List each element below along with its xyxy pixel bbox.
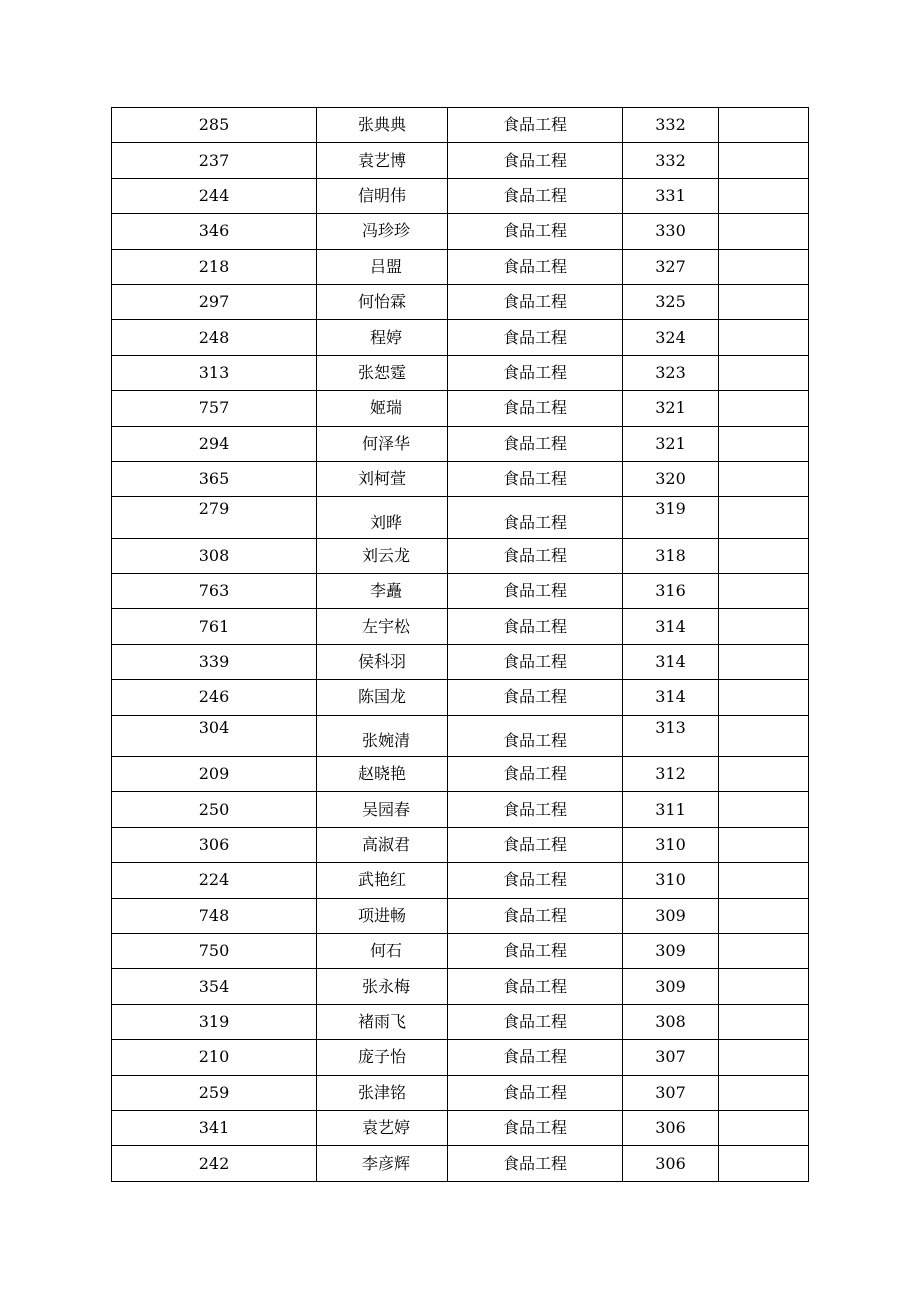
table-row [112, 249, 809, 284]
cell-note [719, 680, 809, 715]
cell-note [719, 320, 809, 355]
cell-name: 张典典 [317, 108, 448, 143]
cell-major: 食品工程 [448, 426, 623, 461]
cell-note [719, 108, 809, 143]
table-row [112, 538, 809, 573]
cell-id: 748 [112, 898, 317, 933]
cell-name: 李彦辉 [317, 1146, 448, 1181]
table-row [112, 680, 809, 715]
cell-id: 210 [112, 1040, 317, 1075]
cell-major: 食品工程 [448, 461, 623, 496]
cell-major: 食品工程 [448, 715, 623, 756]
cell-name: 信明伟 [317, 178, 448, 213]
cell-score: 320 [623, 461, 719, 496]
cell-name: 袁艺婷 [317, 1110, 448, 1145]
table-body [112, 108, 809, 1182]
cell-major: 食品工程 [448, 1075, 623, 1110]
cell-id: 259 [112, 1075, 317, 1110]
table-row [112, 355, 809, 390]
cell-score: 314 [623, 644, 719, 679]
cell-note [719, 715, 809, 756]
table-row [112, 497, 809, 538]
cell-id: 313 [112, 355, 317, 390]
table-row [112, 827, 809, 862]
cell-score: 307 [623, 1075, 719, 1110]
cell-id: 354 [112, 969, 317, 1004]
cell-major: 食品工程 [448, 1004, 623, 1039]
cell-id: 244 [112, 178, 317, 213]
cell-major: 食品工程 [448, 792, 623, 827]
cell-id: 224 [112, 863, 317, 898]
cell-major: 食品工程 [448, 969, 623, 1004]
cell-major: 食品工程 [448, 143, 623, 178]
cell-score: 308 [623, 1004, 719, 1039]
cell-score: 332 [623, 108, 719, 143]
cell-name: 刘柯萱 [317, 461, 448, 496]
cell-id: 246 [112, 680, 317, 715]
cell-major: 食品工程 [448, 933, 623, 968]
cell-score: 323 [623, 355, 719, 390]
cell-major: 食品工程 [448, 1040, 623, 1075]
cell-name: 项进畅 [317, 898, 448, 933]
cell-score: 311 [623, 792, 719, 827]
cell-name: 张津铭 [317, 1075, 448, 1110]
cell-major: 食品工程 [448, 827, 623, 862]
cell-note [719, 644, 809, 679]
cell-note [719, 574, 809, 609]
cell-score: 314 [623, 609, 719, 644]
cell-id: 248 [112, 320, 317, 355]
cell-major: 食品工程 [448, 644, 623, 679]
cell-id: 339 [112, 644, 317, 679]
cell-major: 食品工程 [448, 284, 623, 319]
cell-major: 食品工程 [448, 757, 623, 792]
cell-note [719, 933, 809, 968]
cell-id: 242 [112, 1146, 317, 1181]
cell-major: 食品工程 [448, 898, 623, 933]
cell-name: 吕盟 [317, 249, 448, 284]
cell-note [719, 1004, 809, 1039]
table-row [112, 284, 809, 319]
table-row [112, 391, 809, 426]
cell-score: 314 [623, 680, 719, 715]
table-row [112, 1040, 809, 1075]
cell-note [719, 863, 809, 898]
cell-major: 食品工程 [448, 249, 623, 284]
cell-note [719, 497, 809, 538]
table-row [112, 426, 809, 461]
cell-major: 食品工程 [448, 214, 623, 249]
cell-score: 306 [623, 1110, 719, 1145]
table-row [112, 178, 809, 213]
cell-score: 309 [623, 898, 719, 933]
cell-note [719, 461, 809, 496]
cell-score: 332 [623, 143, 719, 178]
cell-id: 304 [112, 715, 317, 756]
cell-id: 237 [112, 143, 317, 178]
cell-score: 307 [623, 1040, 719, 1075]
cell-major: 食品工程 [448, 680, 623, 715]
table-row [112, 715, 809, 756]
cell-name: 刘晔 [317, 497, 448, 538]
cell-note [719, 969, 809, 1004]
cell-id: 319 [112, 1004, 317, 1039]
cell-note [719, 609, 809, 644]
cell-major: 食品工程 [448, 574, 623, 609]
cell-score: 324 [623, 320, 719, 355]
cell-note [719, 178, 809, 213]
cell-note [719, 143, 809, 178]
table-row [112, 1004, 809, 1039]
table-row [112, 108, 809, 143]
cell-note [719, 538, 809, 573]
cell-major: 食品工程 [448, 355, 623, 390]
table-row [112, 609, 809, 644]
cell-id: 285 [112, 108, 317, 143]
cell-note [719, 827, 809, 862]
cell-name: 左宇松 [317, 609, 448, 644]
cell-major: 食品工程 [448, 108, 623, 143]
cell-score: 310 [623, 827, 719, 862]
cell-id: 750 [112, 933, 317, 968]
cell-name: 高淑君 [317, 827, 448, 862]
cell-note [719, 792, 809, 827]
cell-note [719, 214, 809, 249]
cell-name: 何泽华 [317, 426, 448, 461]
cell-id: 294 [112, 426, 317, 461]
cell-name: 何怡霖 [317, 284, 448, 319]
table-row [112, 863, 809, 898]
cell-note [719, 1075, 809, 1110]
cell-name: 张婉清 [317, 715, 448, 756]
cell-note [719, 1040, 809, 1075]
cell-id: 308 [112, 538, 317, 573]
cell-score: 327 [623, 249, 719, 284]
cell-note [719, 1110, 809, 1145]
cell-id: 761 [112, 609, 317, 644]
cell-score: 316 [623, 574, 719, 609]
table-row [112, 574, 809, 609]
cell-note [719, 391, 809, 426]
table-row [112, 1110, 809, 1145]
cell-note [719, 426, 809, 461]
cell-score: 321 [623, 426, 719, 461]
cell-name: 姬瑞 [317, 391, 448, 426]
cell-name: 褚雨飞 [317, 1004, 448, 1039]
cell-score: 318 [623, 538, 719, 573]
table-row [112, 214, 809, 249]
cell-major: 食品工程 [448, 497, 623, 538]
score-table [111, 107, 809, 1182]
cell-name: 陈国龙 [317, 680, 448, 715]
cell-note [719, 355, 809, 390]
cell-score: 325 [623, 284, 719, 319]
cell-name: 张恕霆 [317, 355, 448, 390]
cell-note [719, 757, 809, 792]
cell-id: 250 [112, 792, 317, 827]
cell-id: 365 [112, 461, 317, 496]
cell-major: 食品工程 [448, 1110, 623, 1145]
cell-name: 吴园春 [317, 792, 448, 827]
table-row [112, 1075, 809, 1110]
table-row [112, 969, 809, 1004]
cell-major: 食品工程 [448, 863, 623, 898]
cell-major: 食品工程 [448, 320, 623, 355]
cell-score: 319 [623, 497, 719, 538]
cell-score: 310 [623, 863, 719, 898]
cell-id: 346 [112, 214, 317, 249]
cell-id: 218 [112, 249, 317, 284]
cell-major: 食品工程 [448, 391, 623, 426]
cell-name: 程婷 [317, 320, 448, 355]
cell-note [719, 1146, 809, 1181]
cell-name: 武艳红 [317, 863, 448, 898]
cell-id: 209 [112, 757, 317, 792]
cell-score: 331 [623, 178, 719, 213]
cell-name: 庞子怡 [317, 1040, 448, 1075]
cell-score: 309 [623, 969, 719, 1004]
cell-id: 757 [112, 391, 317, 426]
cell-note [719, 284, 809, 319]
cell-score: 330 [623, 214, 719, 249]
cell-major: 食品工程 [448, 609, 623, 644]
table-row [112, 757, 809, 792]
cell-major: 食品工程 [448, 538, 623, 573]
cell-score: 321 [623, 391, 719, 426]
cell-name: 何石 [317, 933, 448, 968]
table-row [112, 898, 809, 933]
cell-name: 冯珍珍 [317, 214, 448, 249]
cell-name: 张永梅 [317, 969, 448, 1004]
table-row [112, 792, 809, 827]
cell-score: 309 [623, 933, 719, 968]
cell-name: 赵晓艳 [317, 757, 448, 792]
cell-note [719, 898, 809, 933]
cell-name: 袁艺博 [317, 143, 448, 178]
cell-name: 侯科羽 [317, 644, 448, 679]
table-row [112, 320, 809, 355]
table-row [112, 933, 809, 968]
table-row [112, 461, 809, 496]
cell-note [719, 249, 809, 284]
cell-major: 食品工程 [448, 1146, 623, 1181]
cell-name: 刘云龙 [317, 538, 448, 573]
cell-id: 306 [112, 827, 317, 862]
table-row [112, 143, 809, 178]
cell-id: 341 [112, 1110, 317, 1145]
cell-score: 313 [623, 715, 719, 756]
table-row [112, 1146, 809, 1181]
table-row [112, 644, 809, 679]
cell-score: 306 [623, 1146, 719, 1181]
cell-id: 279 [112, 497, 317, 538]
cell-id: 763 [112, 574, 317, 609]
cell-id: 297 [112, 284, 317, 319]
cell-score: 312 [623, 757, 719, 792]
cell-major: 食品工程 [448, 178, 623, 213]
cell-name: 李矗 [317, 574, 448, 609]
